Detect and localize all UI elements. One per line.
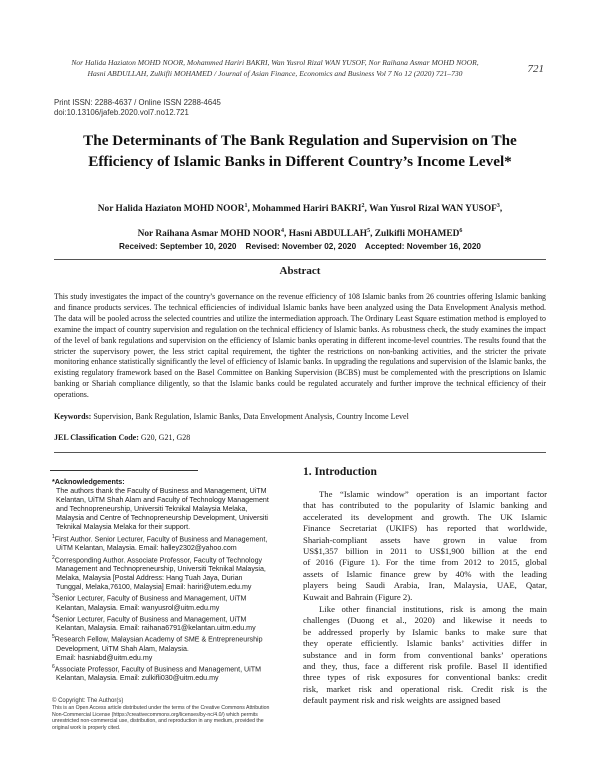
paper-title [50,130,550,172]
running-header-line1: Nor Halida Haziaton MOHD NOOR, Mohammed Hariri BAKRI, Wan Yusrol Rizal WAN YUSOF, Nor Raihana Asmar MOHD NOOR, [71,58,479,67]
footnote-line: Management and Technopreneurship, Universiti Teknikal Malaysia, [56,565,266,573]
footnote-line: Senior Lecturer, Faculty of Business and Management, UiTM [54,615,247,624]
author-mark: 4 [281,228,284,235]
intro-line: Kuwait and Bahrain (Figure 2). [303,591,413,602]
section-heading-introduction: 1. Introduction [303,466,377,478]
ack-line: The authors thank the Faculty of Business and Management, UiTM [56,487,267,495]
footnote-line: Senior Lecturer, Faculty of Business and Management, UiTM [54,594,247,603]
author-line1 [50,195,550,220]
footnote-line: Kelantan, Malaysia. Email: zulkifli030@uitm.edu.my [56,674,219,683]
intro-line: Shariah-compliant assets have grown in value from [303,534,547,545]
intro-line: substance and in form from conventional banks’ operations [303,649,547,660]
author-name: Nor Halida Haziaton MOHD NOOR [97,204,245,215]
page-number: 721 [527,63,544,75]
copyright-line: unrestricted non-commercial use, distribution, and reproduction in any medium, provided the [52,718,264,725]
running-header [40,57,510,79]
footnote-item [52,533,290,554]
footnote-line: UiTM Kelantan, Malaysia. Email: halley2302@yahoo.com [56,544,237,553]
footnote-mark: 1 [52,534,55,540]
author-name: Mohammed Hariri BAKRI [252,204,362,215]
footnote-line: Email: hasniabd@uitm.edu.my [56,653,153,662]
ack-line: Teknikal Malaysia Melaka for their support. [56,523,191,532]
intro-paragraph-2 [303,604,547,707]
keywords-text: Supervision, Bank Regulation, Islamic Banks, Data Envelopment Analysis, Country Income Level [91,412,409,421]
acknowledgements-heading: *Acknowledgements: [52,477,125,486]
author-name: Nor Raihana Asmar MOHD NOOR [137,229,281,240]
footnote-line: Kelantan, Malaysia. Email: raihana6791@kelantan.uitm.edu.my [56,624,256,633]
author-separator: , [364,204,370,215]
author-mark: 6 [459,228,463,235]
intro-line: and they, thus, face a different risk profile. Basel II identified [303,661,547,672]
author-mark: 5 [367,228,371,235]
footnote-line: Associate Professor, Faculty of Business and Management, UiTM [54,665,261,674]
footnote-line: Development, UiTM Shah Alam, Malaysia. [56,644,189,653]
abstract-heading: Abstract [279,265,321,277]
footnote-item [52,663,290,684]
footnote-item [52,592,290,613]
footnote-item [52,633,290,663]
ack-line: Malaysia and Centre of Technopreneurship Development, Universiti [56,514,269,523]
author-name: Zulkifli MOHAMED [374,229,460,240]
acknowledgements-text [52,487,290,532]
footnote-line: Tunggal, Melaka,76100, Malaysia] Email: hariri@utem.edu.my [56,583,252,592]
running-header-line2: Hasni ABDULLAH, Zulkifli MOHAMED / Journal of Asian Finance, Economics and Business Vol 7 No 12 (2020) 721–730 [87,69,463,78]
issn-line: Print ISSN: 2288-4637 / Online ISSN 2288-4645 [54,98,221,107]
jel-codes [54,433,546,442]
footnote-list [52,533,290,684]
keywords-label: Keywords: [54,412,92,421]
keywords [54,411,546,422]
author-separator: , [247,204,253,215]
footnote-rule [50,470,198,471]
author-name: Hasni ABDULLAH [288,229,368,240]
intro-line: players being Saudi Arabia, Iran, Malaysia, UAE, Qatar, [303,580,547,591]
ack-line: and Technopreneurship, Universiti Teknikal Malaysia Melaka, [56,505,248,514]
author-separator: , [370,229,375,240]
intro-line: Like other financial institutions, risk is among the main [319,604,547,614]
footnote-item [52,554,290,593]
intro-line: The “Islamic window” operation is an important factor [319,489,547,499]
author-name: Wan Yusrol Rizal WAN YUSOF [369,204,497,215]
intro-line: accelerated its development and growth. The UK Islamic [303,511,547,522]
intro-line: assets of Islamic finance grew by 40% with the leading [303,568,547,579]
divider [54,259,546,260]
copyright-line: original work is properly cited. [52,725,121,732]
doi-line: doi:10.13106/jafeb.2020.vol7.no12.721 [54,108,189,117]
jel-label: JEL Classification Code: [54,433,139,442]
intro-line: challenges (Duong et al., 2020) and likewise it needs to [303,615,547,626]
intro-line: Finance Secretariat (UKIFS) has reported that worldwide, [303,523,547,534]
intro-paragraph-1 [303,489,547,603]
footnote-line: Melaka, Malaysia [Postal Address: Hang Tuah Jaya, Durian [56,574,243,583]
submission-dates: Received: September 10, 2020 Revised: November 02, 2020 Accepted: November 16, 2020 [119,242,481,251]
title-line1: The Determinants of The Bank Regulation and Supervision on The [83,132,517,149]
intro-line: default payment risk and risk weights are assigned based [303,695,501,706]
issn-block [54,98,221,118]
intro-line: three types of risk exposures for conventional banks: credit [303,672,547,683]
author-separator: , [284,229,289,240]
jel-text: G20, G21, G28 [138,433,191,442]
intro-line: of 2016 (Figure 1). For the time from 2012 to 2015, global [303,557,547,568]
abstract-body: This study investigates the impact of the country’s governance on the revenue efficiency of 108 Islamic banks from 26 countries offering Islamic banking and finance products services. The technical efficiencies of individual Islamic banks have been analyzed using the Data Envelopment Analysis method. The data will be pooled across the selected countries and utilize the intermediation approach. The Ordinary Least Square estimation method is employed to examine the impact of country supervision and regulation on the technical efficiency of Islamic banks. As robustness check, the study examines the impact of the level of bank regulations and supervision on the efficiency of Islamic banks operating in different income-level countries. The results found that the stricter the supervisory power, the less strict capital requirement, the tighter the restrictions on non-banking activities, and the stricter the private monitoring enhance statistically significantly the level of efficiency of Islamic banks. In upgrading the regulations and supervision of the Islamic banks, the existing regulatory framework based on the Basel Committee on Banking Supervision (BCBS) must be complemented with the prescriptions on Islamic banking or Shariah compliance diligently, so that the Islamic banks could be regulated accurately and further improve the technical efficiency of their operations. [54,292,546,400]
author-mark: 1 [244,203,248,209]
copyright-line: Non-Commercial License (https://creativecommons.org/licenses/by-nc/4.0/) which permits [52,711,258,718]
footnote-item [52,613,290,634]
intro-line: that has contributed to the popularity of Islamic banking and [303,500,547,511]
footnote-line: First Author. Senior Lecturer, Faculty of Business and Management, [54,535,268,544]
intro-line: risk, market risk and operational risk. Credit risk is the [303,683,547,694]
footnote-mark: 5 [52,634,55,641]
footnote-mark: 4 [52,613,55,620]
author-mark: 2 [361,203,365,209]
intro-line: they operate efficiently. Islamic banks’ activities differ in [303,638,547,649]
footnote-mark: 2 [52,554,55,561]
copyright-notice [52,698,292,732]
author-separator: , [499,204,503,215]
divider [54,452,546,453]
footnote-mark: 6 [52,664,55,671]
copyright-line: This is an Open Access article distributed under the terms of the Creative Commons Attribution [52,704,270,711]
author-mark: 3 [496,203,500,209]
intro-line: US$1,357 billion in 2011 to US$1,900 billion at the end [303,546,547,557]
ack-line: Kelantan, UiTM Shah Alam and Faculty of Technology Management [56,496,269,505]
footnote-line: Corresponding Author. Associate Professor, Faculty of Technology [54,555,263,564]
footnote-line: Kelantan, Malaysia. Email: wanyusrol@uitm.edu.my [56,603,220,612]
intro-line: be addressed properly by Islamic banks to make sure that [303,626,547,637]
copyright-line: © Copyright: The Author(s) [52,698,124,704]
footnote-mark: 3 [52,593,55,600]
footnote-line: Research Fellow, Malaysian Academy of SME & Entrepreneurship [54,635,263,644]
title-line2: Efficiency of Islamic Banks in Different Country’s Income Level* [88,153,512,170]
author-list [50,195,550,245]
